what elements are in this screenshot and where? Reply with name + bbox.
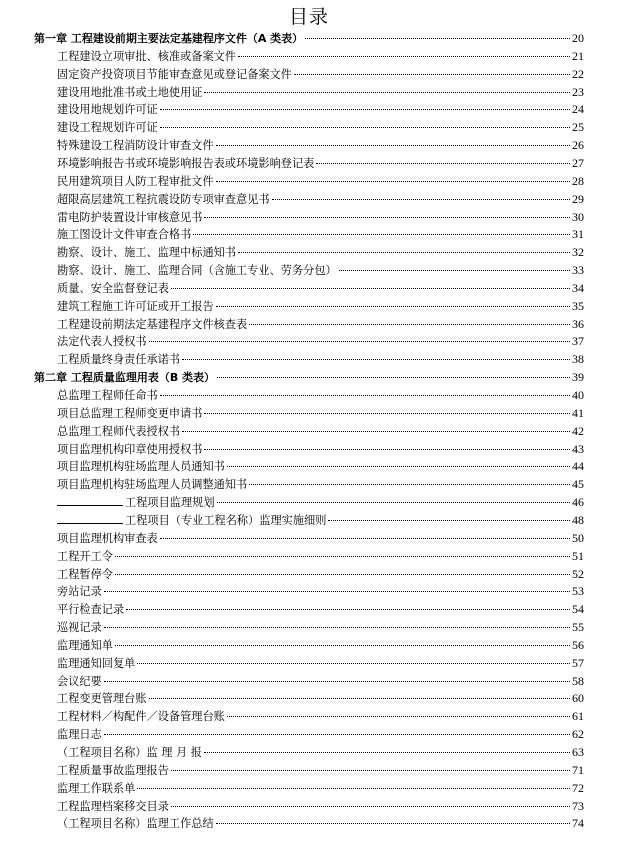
toc-entry-label: 工程监理档案移交目录: [57, 799, 169, 813]
toc-page-number: 54: [572, 602, 584, 617]
toc-entry[interactable]: [57, 48, 584, 65]
toc-item-row[interactable]: [0, 119, 618, 136]
toc-page-number: 34: [572, 280, 584, 295]
toc-entry-label: 建设工程规划许可证: [57, 121, 158, 135]
toc-entry[interactable]: [57, 548, 584, 565]
toc-entry-label: 工程建设立项审批、核准或备案文件: [57, 49, 237, 63]
toc-item-row[interactable]: [0, 316, 618, 333]
dot-leader: [216, 823, 570, 824]
toc-entry[interactable]: [57, 673, 584, 690]
toc-page-number: 56: [572, 637, 584, 652]
toc-page-number: 71: [572, 762, 584, 777]
toc-entry[interactable]: [57, 690, 584, 707]
toc-chapter-row[interactable]: [0, 30, 618, 47]
toc-page-number: 26: [572, 138, 584, 153]
toc-entry-label: 总监理工程师任命书: [57, 389, 158, 402]
toc-page-number: 45: [572, 477, 584, 492]
toc-entry-label: 超限高层建筑工程抗震设防专项审查意见书: [57, 192, 270, 206]
dot-leader: [171, 806, 570, 807]
toc-entry-label: 建设用地规划许可证: [57, 103, 158, 117]
fill-in-blank: [57, 513, 123, 524]
dot-leader: [171, 770, 570, 771]
toc-entry-label: 平行检查记录: [57, 603, 125, 617]
dot-leader: [193, 234, 570, 235]
dot-leader: [339, 270, 570, 271]
toc-item-row[interactable]: [0, 708, 618, 725]
toc-page-number: 62: [572, 727, 584, 742]
toc-entry[interactable]: [34, 369, 584, 386]
toc-item-row[interactable]: [0, 387, 618, 404]
dot-leader: [149, 341, 570, 342]
toc-page-number: 74: [572, 816, 584, 831]
toc-entry[interactable]: [57, 494, 584, 511]
toc-page-number: 37: [572, 334, 584, 349]
toc-entry[interactable]: [57, 815, 584, 832]
dot-leader: [160, 127, 570, 128]
toc-page-number: 21: [572, 48, 584, 63]
toc-entry-label: 监理通知回复单: [57, 656, 136, 670]
toc-entry-label: 项目监理机构印章使用授权书: [57, 442, 203, 456]
toc-item-row[interactable]: [0, 333, 618, 350]
toc-entry-label: 工程开工令: [57, 549, 113, 563]
toc-page-number: 24: [572, 102, 584, 117]
toc-entry[interactable]: [57, 744, 584, 761]
toc-page-number: 40: [572, 388, 584, 402]
toc-entry[interactable]: [57, 316, 584, 333]
toc-entry-label: 项目监理机构驻场监理人员调整通知书: [57, 478, 248, 492]
toc-page-number: 46: [572, 495, 584, 510]
toc-entry[interactable]: [57, 280, 584, 297]
toc-item-row[interactable]: [0, 441, 618, 458]
toc-entry-label: 监理工作联系单: [57, 781, 136, 795]
toc-entry[interactable]: [57, 101, 584, 118]
dot-leader: [227, 716, 570, 717]
dot-leader: [227, 466, 570, 467]
toc-item-row[interactable]: [0, 815, 618, 832]
toc-page-number: 48: [572, 512, 584, 527]
toc-entry[interactable]: [57, 762, 584, 779]
toc-entry[interactable]: [57, 726, 584, 743]
toc-entry[interactable]: [57, 66, 584, 83]
toc-entry-label: 巡视记录: [57, 621, 102, 635]
toc-entry-label: 第一章 工程建设前期主要法定基建程序文件（A 类表）: [34, 32, 304, 45]
toc-entry[interactable]: [57, 244, 584, 261]
toc-entry-label: 固定资产投资项目节能审查意见或登记备案文件: [57, 67, 292, 81]
toc-page-number: 38: [572, 352, 584, 367]
toc-page-number: 42: [572, 423, 584, 438]
toc-entry-label: 监理通知单: [57, 638, 113, 652]
toc-entry[interactable]: [57, 601, 584, 618]
toc-item-row[interactable]: [0, 280, 618, 297]
toc-page-number: 36: [572, 316, 584, 331]
toc-page-number: 55: [572, 620, 584, 635]
dot-leader: [328, 520, 570, 521]
toc-entry-label: 项目监理机构审查表: [57, 531, 158, 545]
toc-entry[interactable]: [57, 191, 584, 208]
toc-entry-label: 法定代表人授权书: [57, 335, 147, 349]
dot-leader: [104, 627, 570, 628]
dot-leader: [216, 181, 570, 182]
toc-item-row[interactable]: [0, 351, 618, 368]
toc-item-row[interactable]: [0, 476, 618, 493]
dot-leader: [204, 752, 570, 753]
toc-entry[interactable]: [57, 137, 584, 154]
toc-entry-label: 民用建筑项目人防工程审批文件: [57, 174, 214, 188]
fill-in-blank: [57, 495, 123, 506]
toc-item-row[interactable]: [0, 209, 618, 226]
toc-page-number: 50: [572, 530, 584, 545]
toc-item-row[interactable]: [0, 637, 618, 654]
toc-page-number: 58: [572, 673, 584, 688]
toc-entry[interactable]: [57, 209, 584, 226]
toc-entry-label: 项目总监理工程师变更申请书: [57, 406, 203, 420]
toc-page-number: 43: [572, 441, 584, 456]
toc-item-row[interactable]: [0, 583, 618, 600]
toc-item-row[interactable]: [0, 619, 618, 636]
toc-page-number: 35: [572, 298, 584, 313]
toc-entry-label: 雷电防护装置设计审核意见书: [57, 210, 203, 224]
toc-item-row[interactable]: [0, 137, 618, 154]
dot-leader: [149, 698, 570, 699]
toc-entry-label: 工程项目监理规划: [125, 496, 215, 510]
dot-leader: [115, 574, 570, 575]
dot-leader: [115, 645, 570, 646]
dot-leader: [204, 92, 570, 93]
toc-entry-label: 工程质量终身责任承诺书: [57, 353, 181, 367]
toc-item-row[interactable]: [0, 762, 618, 779]
toc-entry-label: 会议纪要: [57, 674, 102, 688]
toc-entry-label: 工程建设前期法定基建程序文件核查表: [57, 317, 248, 331]
toc-entry-label: 质量、安全监督登记表: [57, 281, 169, 295]
toc-item-row[interactable]: [0, 298, 618, 315]
toc-item-row[interactable]: [0, 84, 618, 101]
toc-item-row[interactable]: [0, 566, 618, 583]
toc-item-row[interactable]: [0, 66, 618, 83]
dot-leader: [294, 74, 570, 75]
dot-leader: [137, 788, 570, 789]
toc-page-number: 44: [572, 459, 584, 474]
toc-item-row[interactable]: [0, 726, 618, 743]
toc-entry[interactable]: [57, 655, 584, 672]
toc-page-number: 61: [572, 709, 584, 724]
dot-leader: [204, 449, 570, 450]
toc-page-number: 57: [572, 655, 584, 670]
toc-entry[interactable]: [57, 333, 584, 350]
toc-item-row[interactable]: [0, 48, 618, 65]
toc-entry-label: 勘察、设计、施工、监理合同（含施工专业、劳务分包）: [57, 264, 337, 278]
toc-entry[interactable]: [57, 405, 584, 422]
dot-leader: [238, 252, 570, 253]
toc-item-row[interactable]: [0, 405, 618, 422]
toc-entry[interactable]: [57, 708, 584, 725]
toc-item-row[interactable]: [0, 226, 618, 243]
toc-item-row[interactable]: [0, 798, 618, 815]
toc-item-row[interactable]: [0, 423, 618, 440]
dot-leader: [171, 288, 570, 289]
dot-leader: [316, 163, 570, 164]
toc-page-number: 30: [572, 209, 584, 224]
dot-leader: [216, 145, 570, 146]
toc-item-row[interactable]: [0, 101, 618, 118]
toc-page-number: 39: [572, 370, 584, 385]
toc-page-number: 52: [572, 566, 584, 581]
dot-leader: [104, 681, 570, 682]
toc-entry[interactable]: [57, 298, 584, 315]
toc-item-row[interactable]: [0, 458, 618, 475]
toc-entry[interactable]: [57, 119, 584, 136]
toc-item-row[interactable]: [0, 191, 618, 208]
toc-page-number: 73: [572, 798, 584, 813]
toc-page-number: 51: [572, 548, 584, 563]
toc-item-row[interactable]: [0, 512, 618, 529]
dot-leader: [160, 395, 570, 396]
toc-entry[interactable]: [57, 780, 584, 797]
toc-entry-label: 施工图设计文件审查合格书: [57, 228, 192, 242]
toc-entry[interactable]: [57, 637, 584, 654]
toc-entry-label: 项目监理机构驻场监理人员通知书: [57, 460, 225, 474]
page-title: 目录: [288, 6, 329, 28]
toc-entry-label: 特殊建设工程消防设计审查文件: [57, 139, 214, 153]
toc-item-row[interactable]: [0, 244, 618, 261]
toc-entry[interactable]: [57, 173, 584, 190]
toc-page-number: 60: [572, 691, 584, 706]
toc-entry[interactable]: [57, 512, 584, 529]
dot-leader: [137, 663, 570, 664]
toc-item-row[interactable]: [0, 655, 618, 672]
toc-item-row[interactable]: [0, 690, 618, 707]
dot-leader: [126, 609, 570, 610]
toc-entry-label: 环境影响报告书或环境影响报告表或环境影响登记表: [57, 156, 315, 170]
toc-entry[interactable]: [57, 476, 584, 493]
dot-leader: [115, 556, 570, 557]
toc-entry-label: 旁站记录: [57, 585, 102, 599]
toc-entry[interactable]: [57, 458, 584, 475]
dot-leader: [238, 56, 570, 57]
dot-leader: [204, 217, 570, 218]
toc-item-row[interactable]: [0, 173, 618, 190]
toc-entry[interactable]: [57, 566, 584, 583]
toc-entry[interactable]: [57, 387, 584, 404]
toc-page-number: 33: [572, 263, 584, 278]
dot-leader: [217, 502, 570, 503]
toc-item-row[interactable]: [0, 494, 618, 511]
toc-page-number: 28: [572, 173, 584, 188]
dot-leader: [217, 377, 570, 378]
toc-entry-label: 监理日志: [57, 728, 102, 742]
toc-entry-label: 工程暂停令: [57, 567, 113, 581]
dot-leader: [249, 324, 570, 325]
toc-entry[interactable]: [57, 226, 584, 243]
toc-entry[interactable]: [57, 84, 584, 101]
toc-entry[interactable]: [57, 441, 584, 458]
toc-item-row[interactable]: [0, 780, 618, 797]
dot-leader: [160, 109, 570, 110]
toc-page-number: 31: [572, 227, 584, 242]
toc-entry-label: 工程项目（专业工程名称）监理实施细则: [125, 513, 327, 527]
dot-leader: [249, 484, 570, 485]
toc-entry-label: （工程项目名称）监理工作总结: [57, 817, 214, 831]
toc-item-row[interactable]: [0, 601, 618, 618]
toc-entry-label: 工程材料／构配件／设备管理台账: [57, 710, 225, 724]
toc-item-row[interactable]: [0, 262, 618, 279]
toc-page-number: 32: [572, 245, 584, 260]
dot-leader: [204, 413, 570, 414]
toc-page-number: 72: [572, 780, 584, 795]
dot-leader: [305, 38, 570, 39]
dot-leader: [182, 359, 570, 360]
toc-entry[interactable]: [57, 798, 584, 815]
toc-entry[interactable]: [57, 619, 584, 636]
dot-leader: [160, 538, 570, 539]
toc-page-number: 25: [572, 120, 584, 135]
toc-item-row[interactable]: [0, 155, 618, 172]
dot-leader: [182, 431, 570, 432]
toc-entry[interactable]: [57, 530, 584, 547]
toc-page-number: 22: [572, 66, 584, 81]
toc-entry-label: 第二章 工程质量监理用表（B 类表）: [34, 371, 216, 385]
toc-page-number: 27: [572, 155, 584, 170]
toc-entry-label: 勘察、设计、施工、监理中标通知书: [57, 246, 237, 260]
toc-entry-label: 建设用地批准书或土地使用证: [57, 85, 203, 99]
toc-entry-label: 工程变更管理台账: [57, 692, 147, 706]
toc-page-number: 41: [572, 405, 584, 420]
toc-page-number: 53: [572, 584, 584, 599]
dot-leader: [104, 734, 570, 735]
toc-entry-label: 工程质量事故监理报告: [57, 763, 169, 777]
toc-entry-label: （工程项目名称）监 理 月 报: [57, 746, 202, 759]
toc-entry[interactable]: [57, 351, 584, 368]
toc-entry[interactable]: [57, 155, 584, 172]
toc-entry[interactable]: [57, 583, 584, 600]
toc-chapter-row[interactable]: [0, 369, 618, 386]
toc-entry[interactable]: [34, 30, 584, 47]
toc-page-number: 29: [572, 191, 584, 206]
toc-item-row[interactable]: [0, 673, 618, 690]
toc-item-row[interactable]: [0, 530, 618, 547]
dot-leader: [272, 199, 570, 200]
toc-entry-label: 建筑工程施工许可证或开工报告: [57, 299, 214, 313]
toc-item-row[interactable]: [0, 744, 618, 761]
dot-leader: [216, 306, 570, 307]
dot-leader: [104, 591, 570, 592]
toc-page-number: 63: [572, 745, 584, 759]
toc-page-number: 23: [572, 84, 584, 99]
toc-entry-label: 总监理工程师代表授权书: [57, 424, 181, 438]
toc-page-number: 20: [572, 31, 584, 45]
toc-entry[interactable]: [57, 423, 584, 440]
toc-item-row[interactable]: [0, 548, 618, 565]
toc-entry[interactable]: [57, 262, 584, 279]
